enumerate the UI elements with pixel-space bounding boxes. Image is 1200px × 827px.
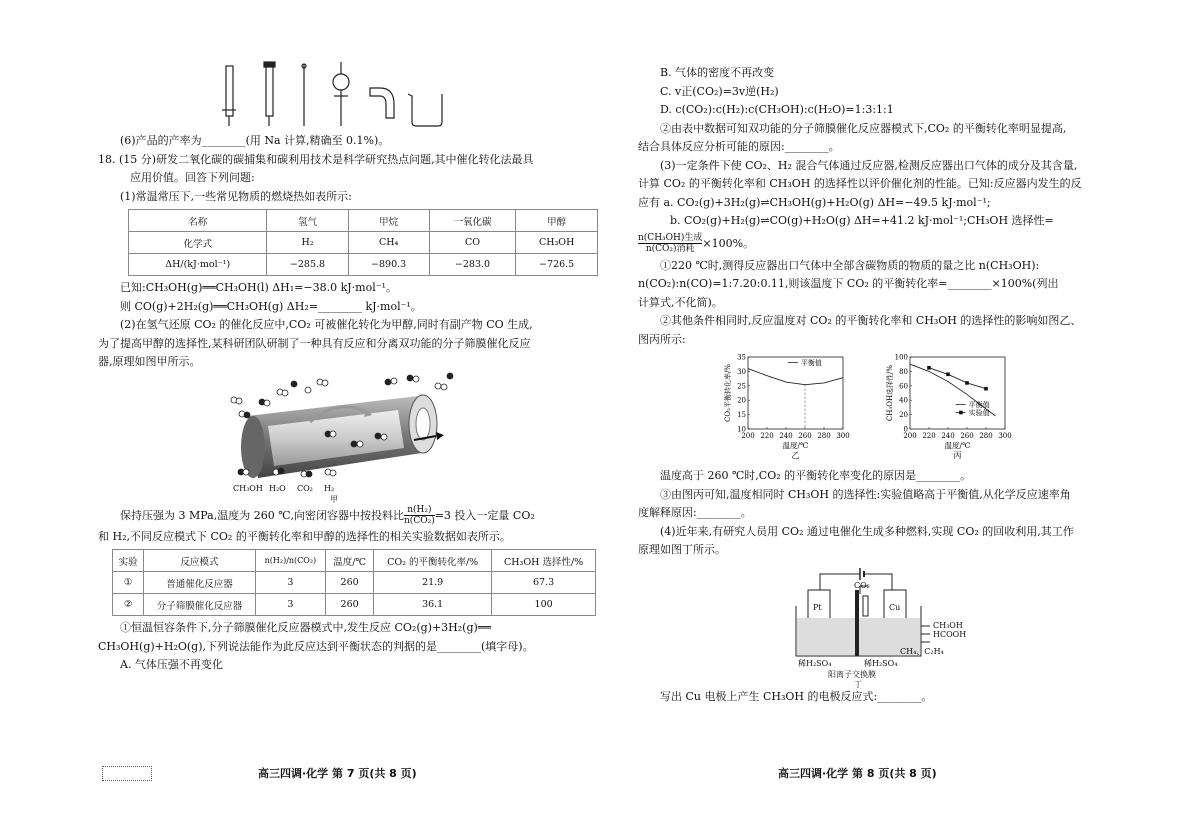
legend-label: 实验值 bbox=[968, 409, 990, 417]
table-cell: 36.1 bbox=[374, 594, 492, 616]
table-row bbox=[129, 254, 598, 276]
x-tick-label: 280 bbox=[817, 432, 831, 440]
selectivity-formula: $\frac{\text{n(CH₃OH)生成}}{\text{n(CO₂)消耗}}$ ×100%。 bbox=[638, 233, 755, 254]
table-cell: 甲烷 bbox=[348, 210, 429, 232]
x-tick-label: 300 bbox=[836, 432, 850, 440]
option-a: A. 气体压强不再变化 bbox=[120, 658, 223, 671]
subquestion-3-i-cont: n(CO₂):n(CO)=1:7.20:0.11,则该温度下 CO₂ 的平衡转化率=________×100%(列出 bbox=[638, 277, 1059, 290]
subquestion-2: (2)在氢气还原 CO₂ 的催化反应中,CO₂ 可被催化转化为甲醇,同时有副产物 CO 生成, bbox=[120, 318, 533, 331]
label-cation-exchange-membrane: 阳离子交换膜 bbox=[828, 669, 876, 679]
x-tick-label: 260 bbox=[798, 432, 812, 440]
x-axis-label: 温度/℃ bbox=[944, 441, 971, 450]
label-hcooh: HCOOH bbox=[933, 629, 967, 639]
table-header-cell: 温度/℃ bbox=[326, 550, 374, 572]
subquestion-3-i-cont: 计算式,不化简)。 bbox=[638, 295, 723, 309]
beaker-icon bbox=[408, 94, 442, 126]
table-cell: CH₄ bbox=[348, 232, 429, 254]
table-header-cell: n(H₂)/n(CO₂) bbox=[255, 550, 325, 572]
label-dilute-h2so4-left: 稀H₂SO₄ bbox=[798, 658, 832, 668]
y-tick-label: 0 bbox=[903, 425, 908, 434]
x-tick-label: 200 bbox=[903, 432, 917, 440]
series-line bbox=[929, 368, 986, 389]
subquestion-2-ii: ②由表中数据可知双功能的分子筛膜催化反应器模式下,CO₂ 的平衡转化率明显提高, bbox=[660, 121, 1067, 135]
y-tick-label: 30 bbox=[737, 367, 746, 376]
table-row bbox=[113, 572, 596, 594]
table-row bbox=[113, 594, 596, 616]
y-tick-label: 60 bbox=[899, 382, 908, 391]
feed-ratio-paragraph: 保持压强为 3 MPa,温度为 260 ℃,向密闭容器中按投料比 $\frac{\text{n(H₂)}}{\text{n(CO₂)}}$ =3 投入一定量 CO₂ bbox=[120, 505, 535, 526]
y-tick-label: 25 bbox=[737, 382, 746, 391]
x-tick-label: 240 bbox=[779, 432, 793, 440]
table-header-cell: CO₂ 的平衡转化率/% bbox=[374, 550, 492, 572]
score-box bbox=[102, 766, 152, 781]
legend-label-co2: CO₂ bbox=[297, 483, 313, 493]
table-cell: 普通催化反应器 bbox=[144, 572, 255, 594]
subquestion-4-cont: 原理如图丁所示。 bbox=[638, 543, 726, 556]
table-header-cell: CH₃OH 选择性/% bbox=[492, 550, 596, 572]
charts-yi-bing bbox=[638, 349, 1138, 467]
y-tick-label: 80 bbox=[899, 367, 908, 376]
table-header-row bbox=[113, 550, 596, 572]
burette-icon bbox=[222, 66, 236, 126]
option-c: C. v正(CO₂)=3v逆(H₂) bbox=[660, 84, 779, 98]
x-tick-label: 260 bbox=[960, 432, 974, 440]
y-tick-label: 40 bbox=[899, 396, 908, 405]
question-18-title-cont: 应用价值。回答下列问题: bbox=[130, 171, 255, 184]
table-cell: ΔH/(kJ·mol⁻¹) bbox=[129, 254, 267, 276]
plot-frame bbox=[910, 357, 1005, 429]
burette-icon bbox=[264, 62, 275, 126]
table-cell: 67.3 bbox=[492, 572, 596, 594]
y-axis-label: CO₂平衡转化率/% bbox=[724, 364, 732, 422]
legend-label: 平衡值 bbox=[800, 359, 822, 367]
feed-ratio-paragraph-cont: 和 H₂,不同反应模式下 CO₂ 的平衡转化率和甲醇的选择性的相关实验数据如表所示。 bbox=[98, 529, 511, 543]
y-tick-label: 35 bbox=[737, 353, 746, 362]
table-cell: 一氧化碳 bbox=[429, 210, 516, 232]
x-tick-label: 300 bbox=[998, 432, 1012, 440]
table-cell: ① bbox=[113, 572, 144, 594]
chart-caption: 乙 bbox=[791, 451, 800, 460]
membrane-reactor-figure-jia bbox=[98, 372, 598, 504]
table-cell: −283.0 bbox=[429, 254, 516, 276]
separatory-funnel-icon bbox=[333, 62, 349, 126]
y-tick-label: 15 bbox=[737, 411, 746, 420]
page-footer-8: 高三四调·化学 第 8 页(共 8 页) bbox=[778, 767, 937, 780]
subquestion-3-ii-question: 温度高于 260 ℃时,CO₂ 的平衡转化率变化的原因是________。 bbox=[660, 469, 972, 482]
y-tick-label: 20 bbox=[899, 411, 908, 420]
label-dilute-h2so4-right: 稀H₂SO₄ bbox=[864, 658, 898, 668]
figure-caption-ding: 丁 bbox=[854, 679, 862, 688]
table-cell: H₂ bbox=[267, 232, 348, 254]
table-row bbox=[129, 210, 598, 232]
delta-h2-blank: 则 CO(g)+2H₂(g)══CH₃OH(g) ΔH₂=________ kJ·mol⁻¹。 bbox=[120, 299, 422, 313]
y-tick-label: 100 bbox=[894, 353, 908, 362]
legend-label-h2: H₂ bbox=[324, 483, 335, 493]
table-cell: −890.3 bbox=[348, 254, 429, 276]
table-cell: ② bbox=[113, 594, 144, 616]
y-axis-label: CH₃OH选择性/% bbox=[886, 364, 894, 422]
table-cell: 21.9 bbox=[374, 572, 492, 594]
subquestion-2-ii-cont: 结合具体反应分析可能的原因:________。 bbox=[638, 140, 840, 153]
legend-label: 平衡值 bbox=[968, 401, 990, 409]
data-point bbox=[965, 381, 969, 385]
table-cell: −285.8 bbox=[267, 254, 348, 276]
table-cell: 3 bbox=[255, 572, 325, 594]
subquestion-2-i: ①恒温恒容条件下,分子筛膜催化反应器模式中,发生反应 CO₂(g)+3H₂(g)══ bbox=[120, 621, 492, 634]
table-cell: 分子筛膜催化反应器 bbox=[144, 594, 255, 616]
table-cell: CH₃OH bbox=[516, 232, 598, 254]
option-b: B. 气体的密度不再改变 bbox=[660, 66, 775, 79]
figure-caption-jia: 甲 bbox=[330, 494, 338, 504]
subquestion-1-intro: (1)常温常压下,一些常见物质的燃烧热如表所示: bbox=[120, 189, 352, 203]
subquestion-3-iii-cont: 度解释原因:________。 bbox=[638, 506, 752, 519]
y-tick-label: 20 bbox=[737, 396, 746, 405]
subquestion-3-cont: 计算 CO₂ 的平衡转化率和 CH₃OH 的选择性以评价催化剂的性能。已知:反应器内发生的反 bbox=[638, 177, 1082, 190]
combustion-heat-table bbox=[128, 209, 598, 276]
data-point bbox=[927, 366, 931, 370]
question-18-title: 18. (15 分)研发二氧化碳的碳捕集和碳利用技术是科学研究热点问题,其中催化转化法最具 bbox=[98, 152, 534, 166]
reaction-b: b. CO₂(g)+H₂(g)⇌CO(g)+H₂O(g) ΔH=+41.2 kJ·mol⁻¹;CH₃OH 选择性= bbox=[670, 214, 1054, 227]
right-page bbox=[638, 64, 1138, 706]
bent-tube-icon bbox=[370, 88, 394, 118]
legend-label-ch3oh: CH₃OH bbox=[233, 483, 263, 493]
electrolysis-cell-figure-ding bbox=[638, 560, 1138, 688]
x-axis-label: 温度/℃ bbox=[782, 441, 809, 450]
series-line bbox=[748, 369, 843, 385]
table-cell: 甲醇 bbox=[516, 210, 598, 232]
plot-frame bbox=[748, 357, 843, 429]
data-point bbox=[984, 387, 988, 391]
subquestion-2-i-cont: CH₃OH(g)+H₂O(g),下列说法能作为此反应达到平衡状态的判据的是________(填字母)。 bbox=[98, 639, 534, 653]
subquestion-3-ii-cont: 图丙所示: bbox=[638, 332, 686, 346]
x-tick-label: 200 bbox=[741, 432, 755, 440]
table-cell: 3 bbox=[255, 594, 325, 616]
label-ch4-c2h4: CH₄、C₂H₄ bbox=[900, 646, 944, 656]
pipette-icon bbox=[302, 64, 306, 126]
feed-ratio-fraction: $\frac{\text{n(H₂)}}{\text{n(CO₂)}}$ bbox=[404, 505, 435, 526]
subquestion-4-question: 写出 Cu 电极上产生 CH₃OH 的电极反应式:________。 bbox=[660, 689, 933, 703]
subquestion-3-iii: ③由图丙可知,温度相同时 CH₃OH 的选择性:实验值略高于平衡值,从化学反应速率角 bbox=[660, 487, 1071, 501]
table-row bbox=[129, 232, 598, 254]
subquestion-2-cont: 为了提高甲醇的选择性,某科研团队研制了一种具有反应和分离双功能的分子筛膜催化反应 bbox=[98, 336, 531, 350]
table-cell: −726.5 bbox=[516, 254, 598, 276]
x-tick-label: 220 bbox=[922, 432, 936, 440]
y-tick-label: 10 bbox=[737, 425, 746, 434]
subquestion-3-i: ①220 ℃时,测得反应器出口气体中全部含碳物质的物质的量之比 n(CH₃OH): bbox=[660, 258, 1040, 272]
table-cell: 名称 bbox=[129, 210, 267, 232]
subquestion-3: (3)一定条件下使 CO₂、H₂ 混合气体通过反应器,检测反应器出口气体的成分及其含量, bbox=[660, 158, 1078, 172]
chart-caption: 丙 bbox=[953, 451, 962, 460]
x-tick-label: 240 bbox=[941, 432, 955, 440]
option-d: D. c(CO₂):c(H₂):c(CH₃OH):c(H₂O)=1:3:1:1 bbox=[660, 103, 894, 116]
subquestion-3-ii: ②其他条件相同时,反应温度对 CO₂ 的平衡转化率和 CH₃OH 的选择性的影响如图乙、 bbox=[660, 314, 1082, 327]
legend-label-h2o: H₂O bbox=[269, 483, 286, 493]
table-header-cell: 反应模式 bbox=[144, 550, 255, 572]
label-co2: CO₂ bbox=[854, 580, 870, 590]
subquestion-4: (4)近年来,有研究人员用 CO₂ 通过电催化生成多种燃料,实现 CO₂ 的回收利用,其工作 bbox=[660, 524, 1074, 538]
table-cell: 260 bbox=[326, 594, 374, 616]
table-header-cell: 实验 bbox=[113, 550, 144, 572]
reaction-mode-table bbox=[112, 549, 596, 616]
left-page bbox=[98, 64, 598, 675]
label-ch3oh: CH₃OH bbox=[933, 620, 963, 630]
glassware-figure bbox=[98, 60, 598, 132]
x-tick-label: 280 bbox=[979, 432, 993, 440]
reaction-a: 应有 a. CO₂(g)+3H₂(g)⇌CH₃OH(g)+H₂O(g) ΔH=−49.5 kJ·mol⁻¹; bbox=[638, 195, 991, 209]
question-6: (6)产品的产率为________(用 Na 计算,精确至 0.1%)。 bbox=[120, 134, 390, 147]
legend-marker bbox=[959, 411, 963, 415]
table-cell: 氢气 bbox=[267, 210, 348, 232]
subquestion-2-cont: 器,原理如图甲所示。 bbox=[98, 355, 201, 368]
label-pt-electrode: Pt bbox=[813, 602, 822, 612]
table-cell: 化学式 bbox=[129, 232, 267, 254]
data-point bbox=[946, 372, 950, 376]
reactor-cylinder bbox=[241, 395, 444, 478]
label-cu-electrode: Cu bbox=[889, 602, 901, 612]
x-tick-label: 220 bbox=[760, 432, 774, 440]
known-condition: 已知:CH₃OH(g)══CH₃OH(l) ΔH₁=−38.0 kJ·mol⁻¹。 bbox=[120, 281, 397, 294]
table-cell: 100 bbox=[492, 594, 596, 616]
selectivity-fraction: $\frac{\text{n(CH₃OH)生成}}{\text{n(CO₂)消耗}}$ bbox=[638, 233, 703, 254]
table-cell: CO bbox=[429, 232, 516, 254]
page-footer-7: 高三四调·化学 第 7 页(共 8 页) bbox=[258, 767, 417, 780]
table-cell: 260 bbox=[326, 572, 374, 594]
